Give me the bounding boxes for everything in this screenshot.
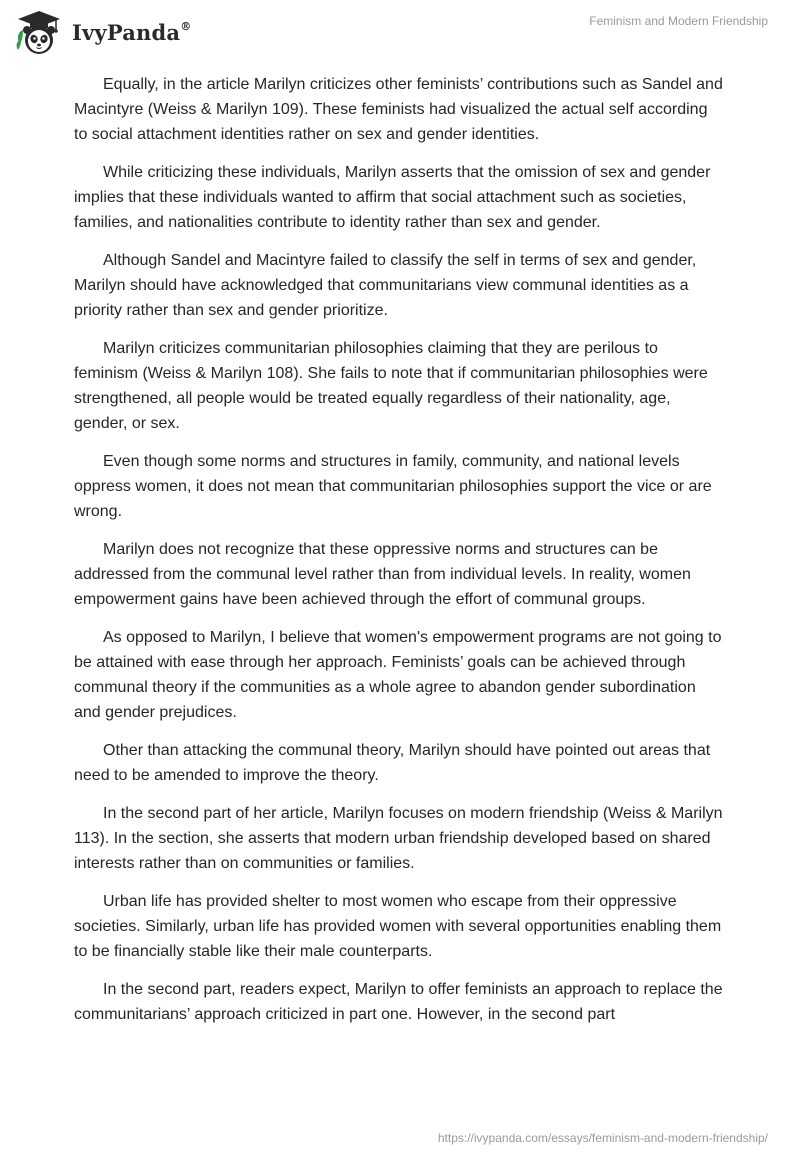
paragraph: Equally, in the article Marilyn criticizes other feminists’ contributions such as Sandel and Macintyre (Weiss & Marilyn 109). These feminists had visualized the actual self according to social attachment identities rather on sex and gender identities. [74,76,723,143]
paragraph: Even though some norms and structures in family, community, and national levels oppress women, it does not mean that communitarian philosophies support the vice or are wrong. [74,453,712,520]
footer-url[interactable]: https://ivypanda.com/essays/feminism-and-modern-friendship/ [437,1131,768,1145]
brand-name-text: IvyPanda [72,19,181,45]
essay-body [74,72,724,1040]
paragraph: Marilyn does not recognize that these oppressive norms and structures can be addressed from the communal level rather than from individual levels. In reality, women empowerment gains have been achieved through the effort of communal groups. [74,541,691,608]
paragraph: As opposed to Marilyn, I believe that women's empowerment programs are not going to be attained with ease through her approach. Feminists’ goals can be achieved through communal theory if the communities as a whole agree to abandon gender subordination and gender prejudices. [74,629,722,721]
paragraph: Marilyn criticizes communitarian philosophies claiming that they are perilous to feminism (Weiss & Marilyn 108). She fails to note that if communitarian philosophies were strengthened, all people would be treated equally regardless of their nationality, age, gender, or sex. [74,340,708,432]
paragraph: In the second part of her article, Marilyn focuses on modern friendship (Weiss & Marilyn 113). In the section, she asserts that modern urban friendship developed based on shared interests rather than on communities or families. [74,805,723,872]
registered-mark: ® [180,19,192,33]
brand-name [72,20,191,45]
paragraph: In the second part, readers expect, Marilyn to offer feminists an approach to replace the communitarians’ approach criticized in part one. However, in the second part [74,981,723,1023]
panda-graduate-logo-icon [14,8,64,58]
paragraph: Although Sandel and Macintyre failed to classify the self in terms of sex and gender, Marilyn should have acknowledged that communitarians view communal identities as a priority rather than sex and gender prioritize. [74,252,697,319]
paragraph: Other than attacking the communal theory, Marilyn should have pointed out areas that need to be amended to improve the theory. [74,742,711,784]
document-title: Feminism and Modern Friendship [589,14,768,28]
paragraph: While criticizing these individuals, Marilyn asserts that the omission of sex and gender implies that these individuals wanted to affirm that social attachment such as societies, families, and nationalities contribute to identity rather than sex and gender. [74,164,711,231]
page-header [0,0,800,64]
paragraph: Urban life has provided shelter to most women who escape from their oppressive societies. Similarly, urban life has provided women with several opportunities enabling them to be financially stable like their male counterparts. [74,893,722,960]
ivypanda-logo[interactable] [14,8,191,58]
